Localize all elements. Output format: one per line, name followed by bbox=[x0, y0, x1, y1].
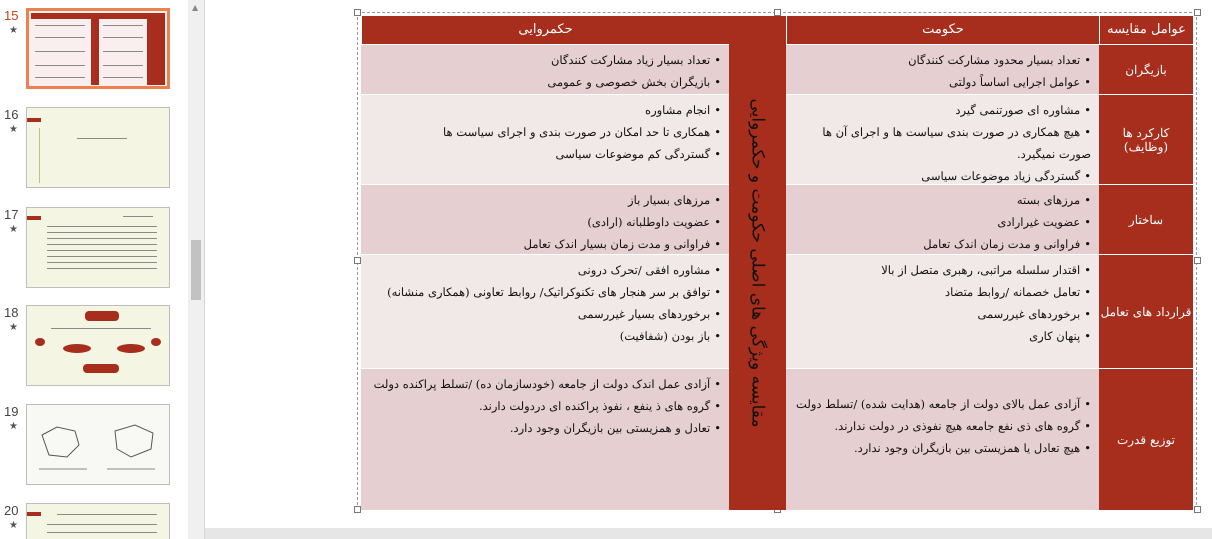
list-item: • مشاوره ای صورتنمی گیرد bbox=[792, 99, 1091, 121]
list-item: • اقتدار سلسله مراتبی، رهبری متصل از بالا bbox=[792, 259, 1091, 281]
resize-handle[interactable] bbox=[1194, 9, 1201, 16]
slide-preview bbox=[26, 404, 170, 485]
bullet-list bbox=[792, 189, 1091, 255]
list-item: • مرزهای بسیار باز bbox=[367, 189, 721, 211]
list-item: • تعادل و همزیستی بین بازیگران وجود دارد. bbox=[367, 417, 721, 439]
bullet-list bbox=[792, 259, 1091, 347]
resize-handle[interactable] bbox=[1194, 506, 1201, 513]
animation-star-icon: ★ bbox=[9, 25, 18, 36]
list-item: • توافق بر سر هنجار های تکنوکراتیک/ روابط تعاونی (همکاری منشانه) bbox=[367, 281, 721, 303]
list-item: • عوامل اجرایی اساساً دولتی bbox=[792, 71, 1091, 93]
governance-cell[interactable] bbox=[361, 94, 729, 184]
bullet-list bbox=[367, 49, 721, 93]
slide-number: 18 bbox=[4, 305, 19, 320]
list-item: • هیچ تعادل یا همزیستی بین بازیگران وجود ندارد. bbox=[792, 437, 1091, 459]
list-item: • مرزهای بسته bbox=[792, 189, 1091, 211]
slide-preview bbox=[26, 305, 170, 386]
governance-cell[interactable] bbox=[361, 254, 729, 368]
slide-thumbnail-17[interactable] bbox=[0, 207, 190, 297]
list-item: • آزادی عمل بالای دولت از جامعه (هدایت شده) /تسلط دولت bbox=[792, 393, 1091, 415]
resize-handle[interactable] bbox=[354, 257, 361, 264]
list-item: • تعداد بسیار محدود مشارکت کنندگان bbox=[792, 49, 1091, 71]
animation-star-icon: ★ bbox=[9, 322, 18, 333]
list-item: • پنهان کاری bbox=[792, 325, 1091, 347]
animation-star-icon: ★ bbox=[9, 224, 18, 235]
slide-number: 16 bbox=[4, 107, 19, 122]
slide-thumbnail-18[interactable] bbox=[0, 305, 190, 395]
bullet-list bbox=[367, 189, 721, 255]
slide-preview bbox=[26, 8, 170, 89]
list-item: • برخوردهای غیررسمی bbox=[792, 303, 1091, 325]
list-item: • گستردگی زیاد موضوعات سیاسی bbox=[792, 165, 1091, 187]
government-cell[interactable] bbox=[786, 368, 1099, 510]
list-item: • تعداد بسیار زیاد مشارکت کنندگان bbox=[367, 49, 721, 71]
list-item: • فراوانی و مدت زمان اندک تعامل bbox=[792, 233, 1091, 255]
list-item: • آزادی عمل اندک دولت از جامعه (خودسازمان ده) /تسلط پراکنده دولت bbox=[367, 373, 721, 395]
government-cell[interactable] bbox=[786, 94, 1099, 184]
list-item: • انجام مشاوره bbox=[367, 99, 721, 121]
scrollbar-thumb[interactable] bbox=[191, 240, 201, 300]
slide-thumbnail-16[interactable] bbox=[0, 107, 190, 197]
resize-handle[interactable] bbox=[1194, 257, 1201, 264]
list-item: • باز بودن (شفافیت) bbox=[367, 325, 721, 347]
resize-handle[interactable] bbox=[774, 9, 781, 16]
list-item: • گستردگی کم موضوعات سیاسی bbox=[367, 143, 721, 165]
list-item: • تعامل خصمانه /روابط متضاد bbox=[792, 281, 1091, 303]
list-item: • هیچ همکاری در صورت بندی سیاست ها و اجرای آن ها صورت نمیگیرد. bbox=[792, 121, 1091, 165]
slide-number: 15 bbox=[4, 8, 19, 23]
slide-preview bbox=[26, 503, 170, 539]
thumbnail-scrollbar[interactable] bbox=[188, 0, 204, 539]
vertical-title-cell[interactable] bbox=[729, 16, 786, 510]
row-label[interactable]: ساختار bbox=[1099, 184, 1193, 254]
slide-thumbnail-20[interactable] bbox=[0, 503, 190, 539]
row-label[interactable]: بازیگران bbox=[1099, 44, 1193, 94]
header-governance[interactable]: حکمروایی bbox=[361, 16, 729, 44]
animation-star-icon: ★ bbox=[9, 421, 18, 432]
scroll-up-arrow-icon[interactable]: ▲ bbox=[192, 3, 199, 12]
list-item: • برخوردهای بسیار غیررسمی bbox=[367, 303, 721, 325]
governance-cell[interactable] bbox=[361, 368, 729, 510]
map-drawing bbox=[27, 405, 170, 485]
government-cell[interactable] bbox=[786, 184, 1099, 254]
bullet-list bbox=[367, 373, 721, 439]
row-label[interactable]: توزیع قدرت bbox=[1099, 368, 1193, 510]
governance-cell[interactable] bbox=[361, 184, 729, 254]
slide-editor bbox=[205, 0, 1212, 539]
bullet-list bbox=[367, 99, 721, 165]
slide-thumbnail-15[interactable] bbox=[0, 8, 190, 98]
bullet-list bbox=[792, 393, 1091, 459]
list-item: • گروه های ذی نفع جامعه هیچ نفوذی در دولت ندارند. bbox=[792, 415, 1091, 437]
list-item: • بازیگران بخش خصوصی و عمومی bbox=[367, 71, 721, 93]
row-label[interactable]: قرارداد های تعامل bbox=[1099, 254, 1193, 368]
animation-star-icon: ★ bbox=[9, 520, 18, 531]
list-item: • مشاوره افقی /تحرک درونی bbox=[367, 259, 721, 281]
slide-thumbnail-19[interactable] bbox=[0, 404, 190, 494]
government-cell[interactable] bbox=[786, 254, 1099, 368]
vertical-title: مقایسه ویژگی های اصلی حکومت و حکمروایی bbox=[747, 98, 768, 428]
slide-canvas[interactable] bbox=[205, 0, 1212, 528]
slide-preview bbox=[26, 207, 170, 288]
government-cell[interactable] bbox=[786, 44, 1099, 94]
resize-handle[interactable] bbox=[354, 9, 361, 16]
slide-number: 17 bbox=[4, 207, 19, 222]
bullet-list bbox=[367, 259, 721, 347]
list-item: • عضویت داوطلبانه (ارادی) bbox=[367, 211, 721, 233]
bullet-list bbox=[792, 49, 1091, 93]
list-item: • فراوانی و مدت زمان بسیار اندک تعامل bbox=[367, 233, 721, 255]
bullet-list bbox=[792, 99, 1091, 187]
slide-preview bbox=[26, 107, 170, 188]
list-item: • همکاری تا حد امکان در صورت بندی و اجرای سیاست ها bbox=[367, 121, 721, 143]
slide-thumbnail-pane bbox=[0, 0, 205, 539]
governance-cell[interactable] bbox=[361, 44, 729, 94]
slide-number: 20 bbox=[4, 503, 19, 518]
list-item: • عضویت غیرارادی bbox=[792, 211, 1091, 233]
list-item: • گروه های ذ ینفع ، نفوذ پراکنده ای دردولت دارند. bbox=[367, 395, 721, 417]
slide-number: 19 bbox=[4, 404, 19, 419]
row-label[interactable]: کارکرد ها (وظایف) bbox=[1099, 94, 1193, 184]
header-factors[interactable]: عوامل مقایسه bbox=[1099, 16, 1193, 44]
resize-handle[interactable] bbox=[354, 506, 361, 513]
animation-star-icon: ★ bbox=[9, 124, 18, 135]
header-government[interactable]: حکومت bbox=[786, 16, 1099, 44]
